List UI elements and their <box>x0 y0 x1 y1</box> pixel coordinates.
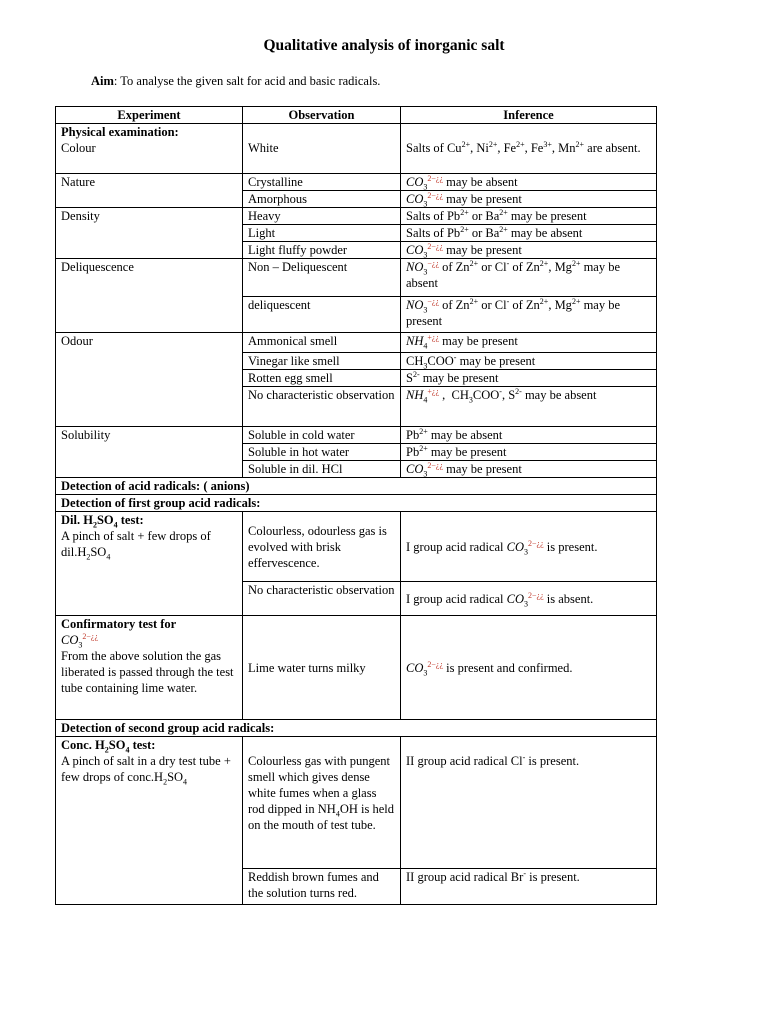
fluffy-obs: Light fluffy powder <box>243 242 401 259</box>
cold-obs: Soluble in cold water <box>243 427 401 444</box>
table-row <box>56 208 657 225</box>
no-char-inf: $NH_4^{+¿¿}$ , $CH_3COO^-$, $S^{2-}$ may be absent <box>401 387 657 427</box>
ammonical-obs: Ammonical smell <box>243 333 401 353</box>
confirm-inf: $CO_3^{2-¿¿}$ is present and confirmed. <box>401 616 657 720</box>
table-row <box>56 427 657 444</box>
conc-inf: II group acid radical Cl- is present. <box>401 737 657 869</box>
page-title: Qualitative analysis of inorganic salt <box>263 37 505 54</box>
header-inference: Inference <box>401 107 657 124</box>
br-obs: Reddish brown fumes and the solution turns red. <box>243 869 401 905</box>
white-obs: White <box>248 141 279 155</box>
white-inf: Salts of $Cu^{2+}$, $Ni^{2+}$, $Fe^{2+}$, $Fe^{3+}$, $Mn^{2+}$ are absent. <box>406 139 641 155</box>
hcl-inf: $CO_3^{2-¿¿}$ may be present <box>401 461 657 478</box>
table-row <box>56 174 657 191</box>
conc-obs: Colourless gas with pungent smell which gives dense white fumes when a glass rod dipped in $NH_4OH$ is held on the mouth of test tube. <box>243 737 401 869</box>
dil-obs2: No characteristic observation <box>243 582 401 616</box>
deliq-label: Deliquescence <box>56 259 243 333</box>
dil-test-desc: A pinch of salt + few drops of $dil.H_2SO_4$ <box>61 529 211 562</box>
table-row <box>56 495 657 512</box>
deliquescent-inf: $NO_3^{-¿¿}$ of $Zn^{2+}$ or Cl- of $Zn^{2+}$, $Mg^{2+}$ may be present <box>401 297 657 333</box>
non-deliq-obs: Non – Deliquescent <box>243 259 401 297</box>
hot-inf: $Pb^{2+}$ may be present <box>401 444 657 461</box>
confirm-cell <box>56 616 243 720</box>
non-deliq-inf: $NO_3^{-¿¿}$ of $Zn^{2+}$ or Cl- of $Zn^{2+}$, $Mg^{2+}$ may be absent <box>401 259 657 297</box>
crystalline-inf: $CO_3^{2-¿¿}$ may be absent <box>401 174 657 191</box>
conc-test-cell <box>56 737 243 905</box>
amorphous-inf: $CO_3^{2-¿¿}$ may be present <box>401 191 657 208</box>
conc-test-title: Conc. $H_2SO_4$ test: <box>61 738 156 755</box>
confirm-ion: $CO_3^{2-¿¿}$ <box>61 631 98 650</box>
dil-inf2: I group acid radical $CO_3^{2-¿¿}$ is absent. <box>401 582 657 616</box>
table-row <box>56 737 657 869</box>
heavy-obs: Heavy <box>243 208 401 225</box>
table-row <box>56 333 657 353</box>
rotten-obs: Rotten egg smell <box>243 370 401 387</box>
dil-test-cell <box>56 512 243 616</box>
table-row <box>56 124 657 174</box>
acid-radicals-heading: Detection of acid radicals: ( anions) <box>56 478 657 495</box>
solubility-label: Solubility <box>56 427 243 478</box>
dil-test-title: Dil. $H_2SO_4$ test: <box>61 513 144 530</box>
crystalline-obs: Crystalline <box>243 174 401 191</box>
confirm-title: Confirmatory test for <box>61 617 177 631</box>
vinegar-obs: Vinegar like smell <box>243 353 401 370</box>
table-header-row <box>56 107 657 124</box>
vinegar-inf: $CH_3COO^-$ may be present <box>401 353 657 370</box>
hot-obs: Soluble in hot water <box>243 444 401 461</box>
table-row <box>56 259 657 297</box>
header-observation: Observation <box>243 107 401 124</box>
dil-obs: Colourless, odourless gas is evolved with brisk effervescence. <box>243 512 401 582</box>
light-inf: Salts of $Pb^{2+}$ or $Ba^{2+}$ may be absent <box>401 225 657 242</box>
analysis-table <box>55 106 657 905</box>
second-group-heading: Detection of second group acid radicals: <box>56 720 657 737</box>
no-char-obs: No characteristic observation <box>243 387 401 427</box>
rotten-inf: $S^{2-}$ may be present <box>401 370 657 387</box>
conc-test-desc: A pinch of salt in a dry test tube + few drops of $conc.H_2SO_4$ <box>61 754 231 787</box>
density-label: Density <box>56 208 243 259</box>
br-inf: II group acid radical Br- is present. <box>401 869 657 905</box>
table-row <box>56 616 657 720</box>
table-row <box>56 512 657 582</box>
cold-inf: $Pb^{2+}$ may be absent <box>401 427 657 444</box>
odour-label: Odour <box>56 333 243 427</box>
amorphous-obs: Amorphous <box>243 191 401 208</box>
hcl-obs: Soluble in dil. HCl <box>243 461 401 478</box>
ammonical-inf: $NH_4^{+¿¿}$ may be present <box>401 333 657 353</box>
deliquescent-obs: deliquescent <box>243 297 401 333</box>
header-experiment: Experiment <box>56 107 243 124</box>
nature-label: Nature <box>56 174 243 208</box>
table-row <box>56 720 657 737</box>
confirm-desc: From the above solution the gas liberated is passed through the test tube containing lime water. <box>61 649 234 695</box>
aim-label: Aim <box>91 74 114 88</box>
dil-inf: I group acid radical $CO_3^{2-¿¿}$ is present. <box>401 512 657 582</box>
aim-line <box>91 73 380 89</box>
physical-heading: Physical examination: <box>61 125 179 139</box>
confirm-obs: Lime water turns milky <box>243 616 401 720</box>
aim-text: : To analyse the given salt for acid and basic radicals. <box>113 74 381 88</box>
light-obs: Light <box>243 225 401 242</box>
first-group-heading: Detection of first group acid radicals: <box>56 495 657 512</box>
fluffy-inf: $CO_3^{2-¿¿}$ may be present <box>401 242 657 259</box>
heavy-inf: Salts of $Pb^{2+}$ or $Ba^{2+}$ may be present <box>401 208 657 225</box>
table-row <box>56 478 657 495</box>
colour-label: Colour <box>61 141 96 155</box>
